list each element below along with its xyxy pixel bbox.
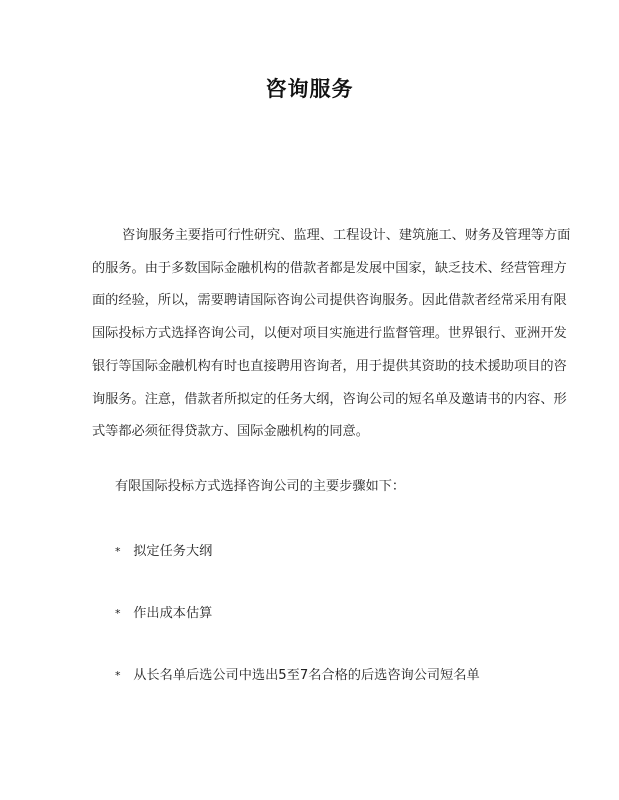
document-title: 咨询服务 bbox=[265, 77, 354, 101]
step-item bbox=[115, 664, 480, 683]
step-item bbox=[115, 540, 212, 559]
steps-intro: 有限国际投标方式选择咨询公司的主要步骤如下： bbox=[115, 479, 406, 494]
step-text: 作出成本估算 bbox=[133, 606, 213, 621]
paragraph-line: 国际投标方式选择咨询公司，以便对项目实施进行监督管理。世界银行、亚洲开发 bbox=[92, 326, 567, 342]
paragraph-line: 咨询服务主要指可行性研究、监理、工程设计、建筑施工、财务及管理等方面 bbox=[122, 228, 571, 243]
asterisk-bullet-icon: * bbox=[115, 669, 121, 682]
paragraph-line: 的服务。由于多数国际金融机构的借款者都是发展中国家，缺乏技术、经营管理方 bbox=[92, 260, 567, 276]
step-text: 从长名单后选公司中选出5至7名合格的后选咨询公司短名单 bbox=[133, 668, 480, 683]
paragraph-line: 询服务。注意，借款者所拟定的任务大纲，咨询公司的短名单及邀请书的内容、形 bbox=[92, 391, 567, 407]
paragraph-line: 式等都必须征得贷款方、国际金融机构的同意。 bbox=[92, 424, 369, 440]
body-paragraph bbox=[92, 220, 571, 449]
step-item bbox=[115, 602, 212, 621]
paragraph-line: 银行等国际金融机构有时也直接聘用咨询者，用于提供其资助的技术援助项目的咨 bbox=[92, 358, 567, 374]
paragraph-line: 面的经验，所以，需要聘请国际咨询公司提供咨询服务。因此借款者经常采用有限 bbox=[92, 293, 567, 309]
step-text: 拟定任务大纲 bbox=[133, 544, 213, 559]
asterisk-bullet-icon: * bbox=[115, 607, 121, 620]
asterisk-bullet-icon: * bbox=[115, 545, 121, 558]
